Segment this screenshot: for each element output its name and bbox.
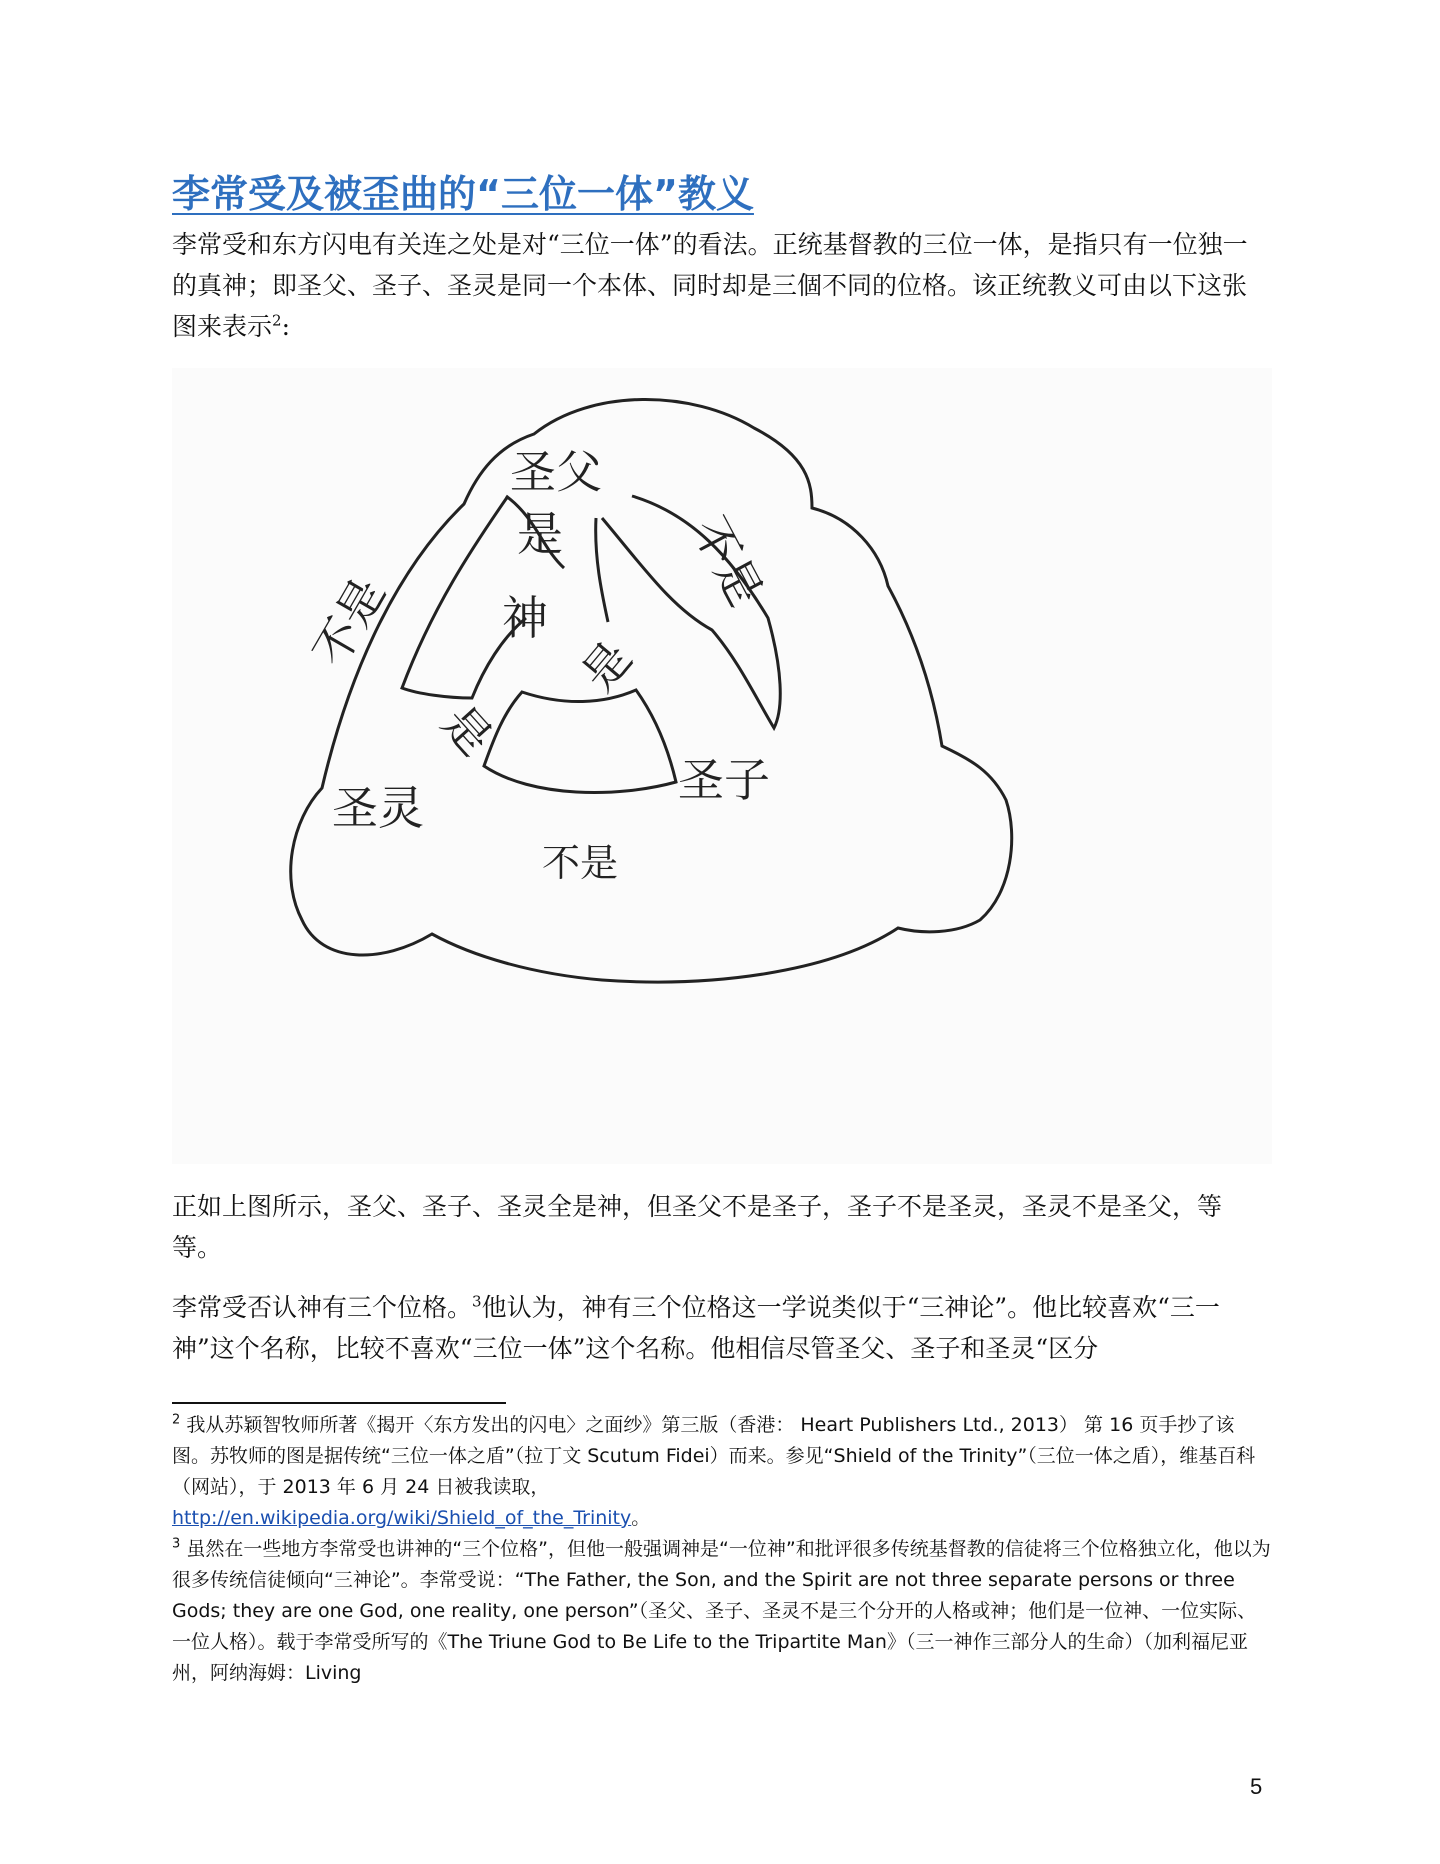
paragraph-lee-view [172,1287,1264,1369]
inner-bottom-shape [484,690,676,793]
diagram-label-father: 圣父 [510,445,602,499]
footnotes [172,1410,1272,1689]
paragraph-lee-view-b: 他认为，神有三个位格这一学说类似于“三神论”。他比较喜欢“三一神”这个名称，比较不喜欢“三位一体”这个名称。他相信尽管圣父、圣子和圣灵“区分 [172,1293,1220,1363]
footnote-2 [172,1410,1272,1534]
diagram-label-spirit: 圣灵 [332,781,424,835]
paragraph-intro-tail: : [281,312,290,341]
trinity-shield-diagram [172,368,1272,1164]
footnote-3 [172,1534,1272,1689]
section-heading: 李常受及被歪曲的“三位一体”教义 [172,172,754,216]
footnote-ref-2[interactable]: 2 [272,311,282,330]
paragraph-diagram-explanation: 正如上图所示，圣父、圣子、圣灵全是神，但圣父不是圣子，圣子不是圣灵，圣灵不是圣父，等等。 [172,1192,1223,1262]
footnote-link[interactable]: http://en.wikipedia.org/wiki/Shield_of_the_Trinity [172,1507,632,1529]
page-number: 5 [1250,1774,1263,1799]
diagram-drawing [172,368,1272,1164]
diagram-label-is-right: 是 [571,631,642,702]
diagram-label-god: 神 [502,591,548,645]
footnote-ref-3[interactable]: 3 [472,1292,482,1311]
footnote-text: 虽然在一些地方李常受也讲神的“三个位格”，但他一般强调神是“一位神”和批评很多传统基督教的信徒将三个位格独立化，他以为很多传统信徒倾向“三神论”。李常受说：“The Father, the Son, and the Spirit are not three separate persons or three Gods; they are one God, one reality, one person”（圣父、圣子、圣灵不是三个分开的人格或神；他们是一位神、一位实际、一位人格）。载于李常受所写的《The Triune God to Be Life to the Tripartite Man》（三一神作三部分人的生命）（加利福尼亚州，阿纳海姆：Living [172,1538,1271,1684]
diagram-label-son: 圣子 [678,753,770,807]
footnote-text: 我从苏颖智牧师所著《揭开〈东方发出的闪电〉之面纱》第三版（香港： Heart Publishers Ltd., 2013） 第 16 页手抄了该图。苏牧师的图是据传统“三位一体之盾”（拉丁文 Scutum Fidei）而来。参见“Shield of the Trinity”（三位一体之盾），维基百科（网站），于 2013 年 6 月 24 日被我读取， [172,1414,1256,1498]
diagram-label-is-left: 是 [431,695,503,766]
footnote-number: 2 [172,1412,181,1428]
paragraph-intro [172,224,1264,347]
paragraph-lee-view-a: 李常受否认神有三个位格。 [172,1293,473,1322]
diagram-label-is-top: 是 [517,507,563,561]
diagram-label-is-not-bottom: 不是 [542,841,619,885]
footnote-tail: 。 [631,1507,651,1529]
diagram-label-is-not-left: 不是 [302,568,396,676]
footnote-separator [172,1402,506,1404]
diagram-label-is-not-right: 不是 [682,507,774,615]
paragraph-intro-text: 李常受和东方闪电有关连之处是对“三位一体”的看法。正统基督教的三位一体，是指只有一位独一的真神；即圣父、圣子、圣灵是同一个本体、同时却是三個不同的位格。该正统教义可由以下这张图来表示 [172,230,1248,341]
footnote-number: 3 [172,1536,181,1552]
outer-outline [291,399,1012,981]
